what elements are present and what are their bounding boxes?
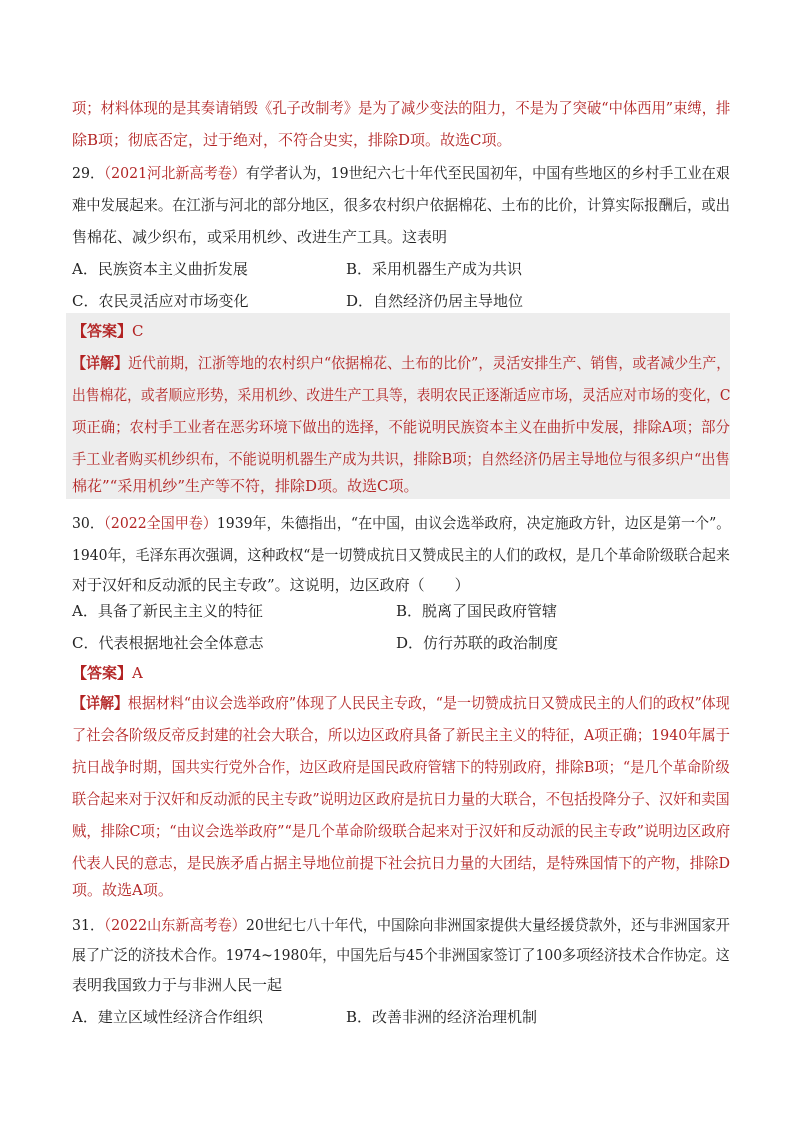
question-30-detail-line-5: 贼，排除C项；“由议会选举政府”“是几个革命阶级联合起来对于汉奸和反动派的民主专政”说明边区政府 — [72, 822, 731, 840]
question-31-source: （2022山东新高考卷） — [104, 916, 246, 934]
question-29-option-a: A．民族资本主义曲折发展 — [72, 260, 248, 278]
question-30-stem-line-2: 1940年，毛泽东再次强调，这种政权“是一切赞成抗日又赞成民主的人们的政权，是几个革命阶级联合起来 — [72, 546, 730, 564]
question-29-detail-line-1: 【详解】近代前期，江浙等地的农村织户“依据棉花、土布的比价”，灵活安排生产、销售，或者减少生产， — [72, 354, 731, 372]
question-31-option-b: B．改善非洲的经济治理机制 — [346, 1008, 538, 1026]
question-30-number: 30． — [72, 514, 104, 532]
previous-explanation-line-2: 除B项；彻底否定，过于绝对，不符合史实，排除D项。故选C项。 — [72, 131, 512, 149]
question-29-option-b: B．采用机器生产成为共识 — [346, 260, 523, 278]
question-31-stem-line-2: 展了广泛的济技术合作。1974~1980年，中国先后与45个非洲国家签订了100多项经济技术合作协定。这 — [72, 946, 730, 964]
question-31-stem-line-3: 表明我国致力于与非洲人民一起 — [72, 976, 283, 994]
question-30-option-c: C．代表根据地社会全体意志 — [72, 634, 264, 652]
question-30-stem-line-1: 30．（2022全国甲卷）1939年，朱德指出，“在中国，由议会选举政府，决定施政方针，边区是第一个”。 — [72, 514, 731, 532]
question-29-detail-line-4: 手工业者购买机纱织布，不能说明机器生产成为共识，排除B项；自然经济仍居主导地位与很多织户“出售 — [72, 450, 730, 468]
question-30-option-a: A．具备了新民主主义的特征 — [72, 602, 263, 620]
question-29-stem-line-2: 难中发展起来。在江浙与河北的部分地区，很多农村织户依据棉花、土布的比价，计算实际报酬后，或出 — [72, 196, 730, 214]
question-30-option-d: D．仿行苏联的政治制度 — [396, 634, 559, 652]
question-29-answer-panel — [66, 313, 730, 499]
question-29-stem-line-1: 29．（2021河北新高考卷）有学者认为，19世纪六七十年代至民国初年，中国有些地区的乡村手工业在艰 — [72, 164, 730, 182]
question-29-option-d: D．自然经济仍居主导地位 — [346, 292, 524, 310]
question-29-option-c: C．农民灵活应对市场变化 — [72, 292, 249, 310]
question-30-source: （2022全国甲卷） — [103, 514, 217, 532]
previous-explanation-line-1: 项；材料体现的是其奏请销毁《孔子改制考》是为了减少变法的阻力，不是为了突破“中体西用”束缚，排 — [72, 99, 731, 117]
question-30-detail-line-7: 项。故选A项。 — [72, 881, 173, 899]
question-29-number: 29． — [72, 164, 105, 182]
question-31-number: 31． — [72, 916, 105, 934]
question-29-stem-line-3: 售棉花、减少织布，或采用机纱、改进生产工具。这表明 — [72, 228, 448, 246]
question-29-answer: 【答案】C — [72, 322, 144, 340]
question-30-detail-line-2: 了社会各阶级反帝反封建的社会大联合，所以边区政府具备了新民主主义的特征，A项正确；1940年属于 — [72, 726, 730, 744]
question-30-answer: 【答案】A — [72, 664, 143, 682]
question-30-detail-line-6: 代表人民的意志，是民族矛盾占据主导地位前提下社会抗日力量的大团结，是特殊国情下的产物，排除D — [72, 854, 731, 872]
question-30-detail-line-1: 【详解】根据材料“由议会选举政府”体现了人民民主专政，“是一切赞成抗日又赞成民主的人们的政权”体现 — [72, 694, 730, 712]
question-30-detail-line-3: 抗日战争时期，国共实行党外合作，边区政府是国民政府管辖下的特别政府，排除B项；“是几个革命阶级 — [72, 758, 730, 776]
question-30-option-b: B．脱离了国民政府管辖 — [396, 602, 558, 620]
question-29-source: （2021河北新高考卷） — [104, 164, 246, 182]
question-31-stem-line-1: 31．（2022山东新高考卷）20世纪七八十年代，中国除向非洲国家提供大量经援贷款外，还与非洲国家开 — [72, 916, 730, 934]
question-30-detail-line-4: 联合起来对于汉奸和反动派的民主专政”说明边区政府是抗日力量的大联合，不包括投降分子、汉奸和卖国 — [72, 790, 730, 808]
question-29-detail-line-5: 棉花”“采用机纱”生产等不符，排除D项。故选C项。 — [72, 477, 419, 495]
question-29-detail-line-3: 项正确；农村手工业者在恶劣环境下做出的选择，不能说明民族资本主义在曲折中发展，排除A项；部分 — [72, 418, 730, 436]
question-31-option-a: A．建立区域性经济合作组织 — [72, 1008, 263, 1026]
question-30-stem-line-3: 对于汉奸和反动派的民主专政”。这说明，边区政府（ ） — [72, 576, 470, 594]
question-29-detail-line-2: 出售棉花，或者顺应形势，采用机纱、改进生产工具等，表明农民正逐渐适应市场，灵活应对市场的变化，C — [72, 386, 731, 404]
